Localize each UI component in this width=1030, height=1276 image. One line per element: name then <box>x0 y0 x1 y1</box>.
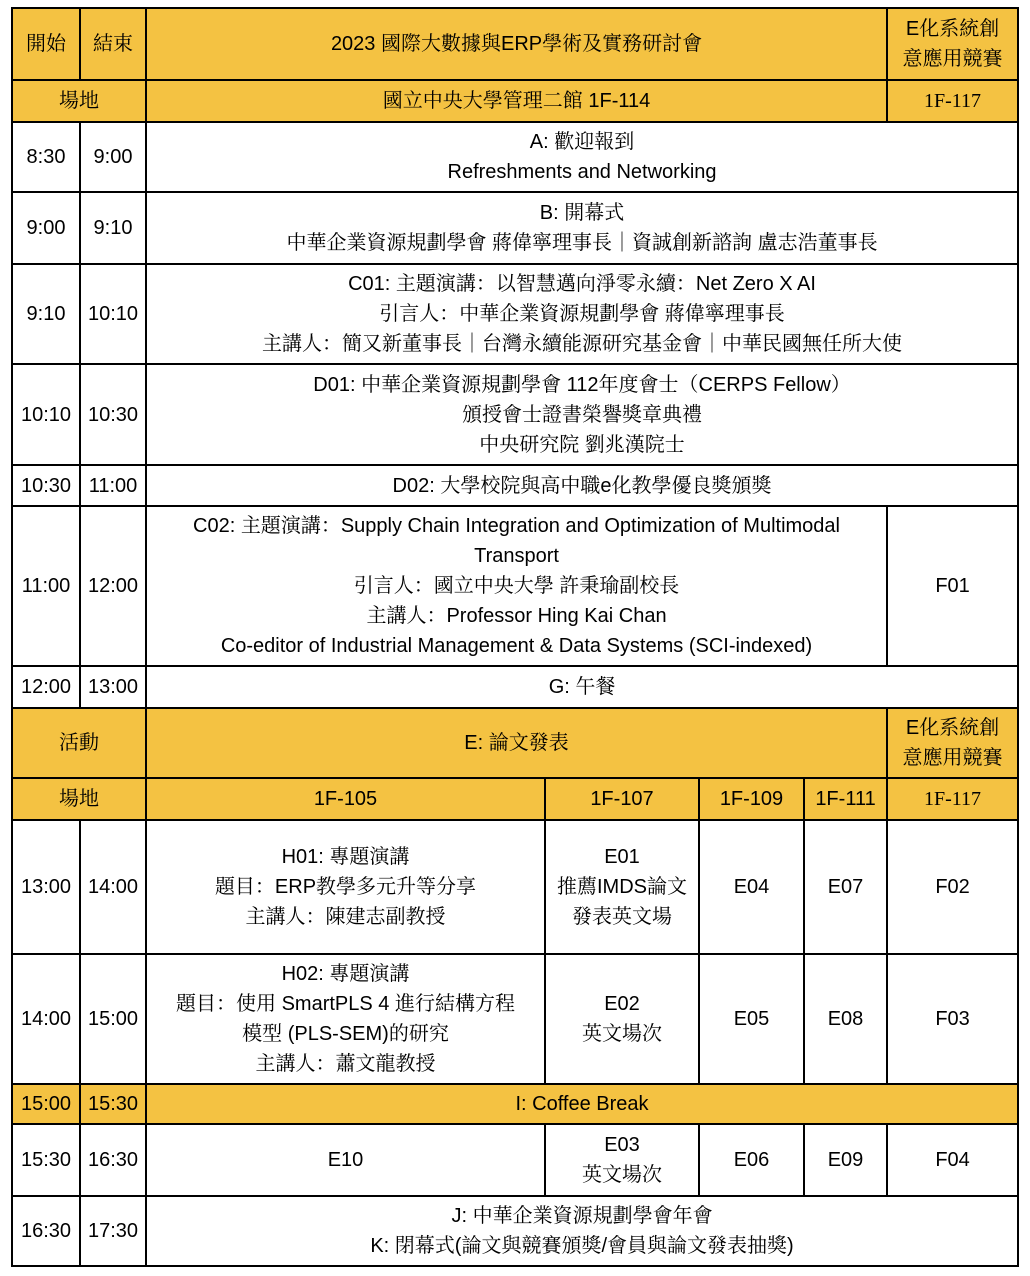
room-1F-105: 1F-105 <box>146 778 545 820</box>
session-E03 <box>545 1124 699 1196</box>
conference-title: 2023 國際大數據與ERP學術及實務研討會 <box>146 8 887 80</box>
session-line: 英文場次 <box>582 1023 662 1045</box>
session-line: 模型 (PLS-SEM)的研究 <box>242 1023 449 1045</box>
session-line: D02: 大學校院與高中職e化教學優良獎頒獎 <box>392 474 772 497</box>
start-time: 8:30 <box>12 122 80 192</box>
session-line: 英文場次 <box>582 1164 662 1186</box>
header-competition <box>887 8 1018 80</box>
end-time: 14:00 <box>80 820 146 954</box>
session-coffee-break: I: Coffee Break <box>146 1084 1018 1124</box>
start-time: 9:10 <box>12 264 80 364</box>
session-G <box>146 666 1018 708</box>
session-A <box>146 122 1018 192</box>
venue-label: 場地 <box>12 80 146 122</box>
end-time: 13:00 <box>80 666 146 708</box>
session-line: E03 <box>604 1134 640 1156</box>
session-line: 發表英文場 <box>572 906 672 928</box>
session-line: G: 午餐 <box>548 676 616 698</box>
end-time: 9:00 <box>80 122 146 192</box>
start-time: 15:30 <box>12 1124 80 1196</box>
session-line: B: 開幕式 <box>539 202 625 224</box>
session-C01 <box>146 264 1018 364</box>
session-line: E01 <box>604 846 640 868</box>
end-time: 16:30 <box>80 1124 146 1196</box>
session-E10: E10 <box>146 1124 545 1196</box>
session-line: Refreshments and Networking <box>447 161 717 183</box>
session-line: 引言人：中華企業資源規劃學會 蔣偉寧理事長 <box>379 303 785 325</box>
end-time: 10:30 <box>80 364 146 465</box>
session-E09: E09 <box>804 1124 887 1196</box>
session-line: 推薦IMDS論文 <box>557 876 687 898</box>
end-time: 12:00 <box>80 506 146 666</box>
start-time: 11:00 <box>12 506 80 666</box>
start-time: 13:00 <box>12 820 80 954</box>
schedule-table <box>11 7 1019 1267</box>
session-E04: E04 <box>699 820 804 954</box>
session-H01 <box>146 820 545 954</box>
session-line: 題目：使用 SmartPLS 4 進行結構方程 <box>176 993 515 1015</box>
session-line: E02 <box>604 993 640 1015</box>
session-closing <box>146 1196 1018 1266</box>
start-time: 10:30 <box>12 465 80 506</box>
competition-F02: F02 <box>887 820 1018 954</box>
session-line: 題目：ERP教學多元升等分享 <box>214 876 477 898</box>
competition-F01: F01 <box>887 506 1018 666</box>
end-time: 9:10 <box>80 192 146 264</box>
start-time: 9:00 <box>12 192 80 264</box>
activity-main: E: 論文發表 <box>146 708 887 778</box>
session-E07: E07 <box>804 820 887 954</box>
activity-label: 活動 <box>12 708 146 778</box>
competition-line: E化系統創 <box>905 18 1000 40</box>
competition-F04: F04 <box>887 1124 1018 1196</box>
room-1F-111: 1F-111 <box>804 778 887 820</box>
session-line: H02: 專題演講 <box>281 963 410 985</box>
session-line: C01: 主題演講：以智慧邁向淨零永續：Net Zero X AI <box>348 273 816 295</box>
header-start: 開始 <box>12 8 80 80</box>
activity-competition <box>887 708 1018 778</box>
room-1F-109: 1F-109 <box>699 778 804 820</box>
session-E06: E06 <box>699 1124 804 1196</box>
start-time: 16:30 <box>12 1196 80 1266</box>
competition-line: 意應用競賽 <box>902 747 1003 769</box>
end-time: 15:00 <box>80 954 146 1084</box>
room-1F-117: 1F-117 <box>887 778 1018 820</box>
session-H02 <box>146 954 545 1084</box>
session-line: 引言人：國立中央大學 許秉瑜副校長 <box>353 575 680 597</box>
start-time: 10:10 <box>12 364 80 465</box>
competition-line: 意應用競賽 <box>902 48 1003 70</box>
session-line: D01: 中華企業資源規劃學會 112年度會士（CERPS Fellow） <box>313 373 851 396</box>
venue-competition: 1F-117 <box>887 80 1018 122</box>
competition-line: E化系統創 <box>905 717 1000 739</box>
session-line: 主講人：簡又新董事長｜台灣永續能源研究基金會｜中華民國無任所大使 <box>262 333 903 355</box>
session-line: 主講人：Professor Hing Kai Chan <box>366 605 667 627</box>
session-D02 <box>146 465 1018 506</box>
session-line: A: 歡迎報到 <box>529 131 635 153</box>
session-line: Transport <box>474 545 559 567</box>
room-1F-107: 1F-107 <box>545 778 699 820</box>
session-line: 中央研究院 劉兆漢院士 <box>479 433 685 456</box>
session-line: Co-editor of Industrial Management & Data Systems (SCI-indexed) <box>220 635 813 657</box>
header-end: 結束 <box>80 8 146 80</box>
session-line: 主講人：陳建志副教授 <box>245 906 446 928</box>
session-E02 <box>545 954 699 1084</box>
end-time: 15:30 <box>80 1084 146 1124</box>
end-time: 17:30 <box>80 1196 146 1266</box>
session-line: J: 中華企業資源規劃學會年會 <box>451 1205 713 1227</box>
end-time: 10:10 <box>80 264 146 364</box>
start-time: 12:00 <box>12 666 80 708</box>
venue-main: 國立中央大學管理二館 1F-114 <box>146 80 887 122</box>
session-E05: E05 <box>699 954 804 1084</box>
session-E01 <box>545 820 699 954</box>
session-line: 頒授會士證書榮譽獎章典禮 <box>462 403 703 426</box>
session-line: K: 閉幕式(論文與競賽頒獎/會員與論文發表抽獎) <box>370 1235 794 1257</box>
session-line: C02: 主題演講：Supply Chain Integration and Optimization of Multimodal <box>193 515 840 537</box>
start-time: 14:00 <box>12 954 80 1084</box>
session-line: H01: 專題演講 <box>281 846 410 868</box>
session-D01 <box>146 364 1018 465</box>
session-line: 中華企業資源規劃學會 蔣偉寧理事長｜資誠創新諮詢 盧志浩董事長 <box>286 232 878 254</box>
end-time: 11:00 <box>80 465 146 506</box>
start-time: 15:00 <box>12 1084 80 1124</box>
session-E08: E08 <box>804 954 887 1084</box>
session-B <box>146 192 1018 264</box>
session-C02 <box>146 506 887 666</box>
competition-F03: F03 <box>887 954 1018 1084</box>
session-line: 主講人：蕭文龍教授 <box>255 1053 436 1075</box>
venue-label: 場地 <box>12 778 146 820</box>
